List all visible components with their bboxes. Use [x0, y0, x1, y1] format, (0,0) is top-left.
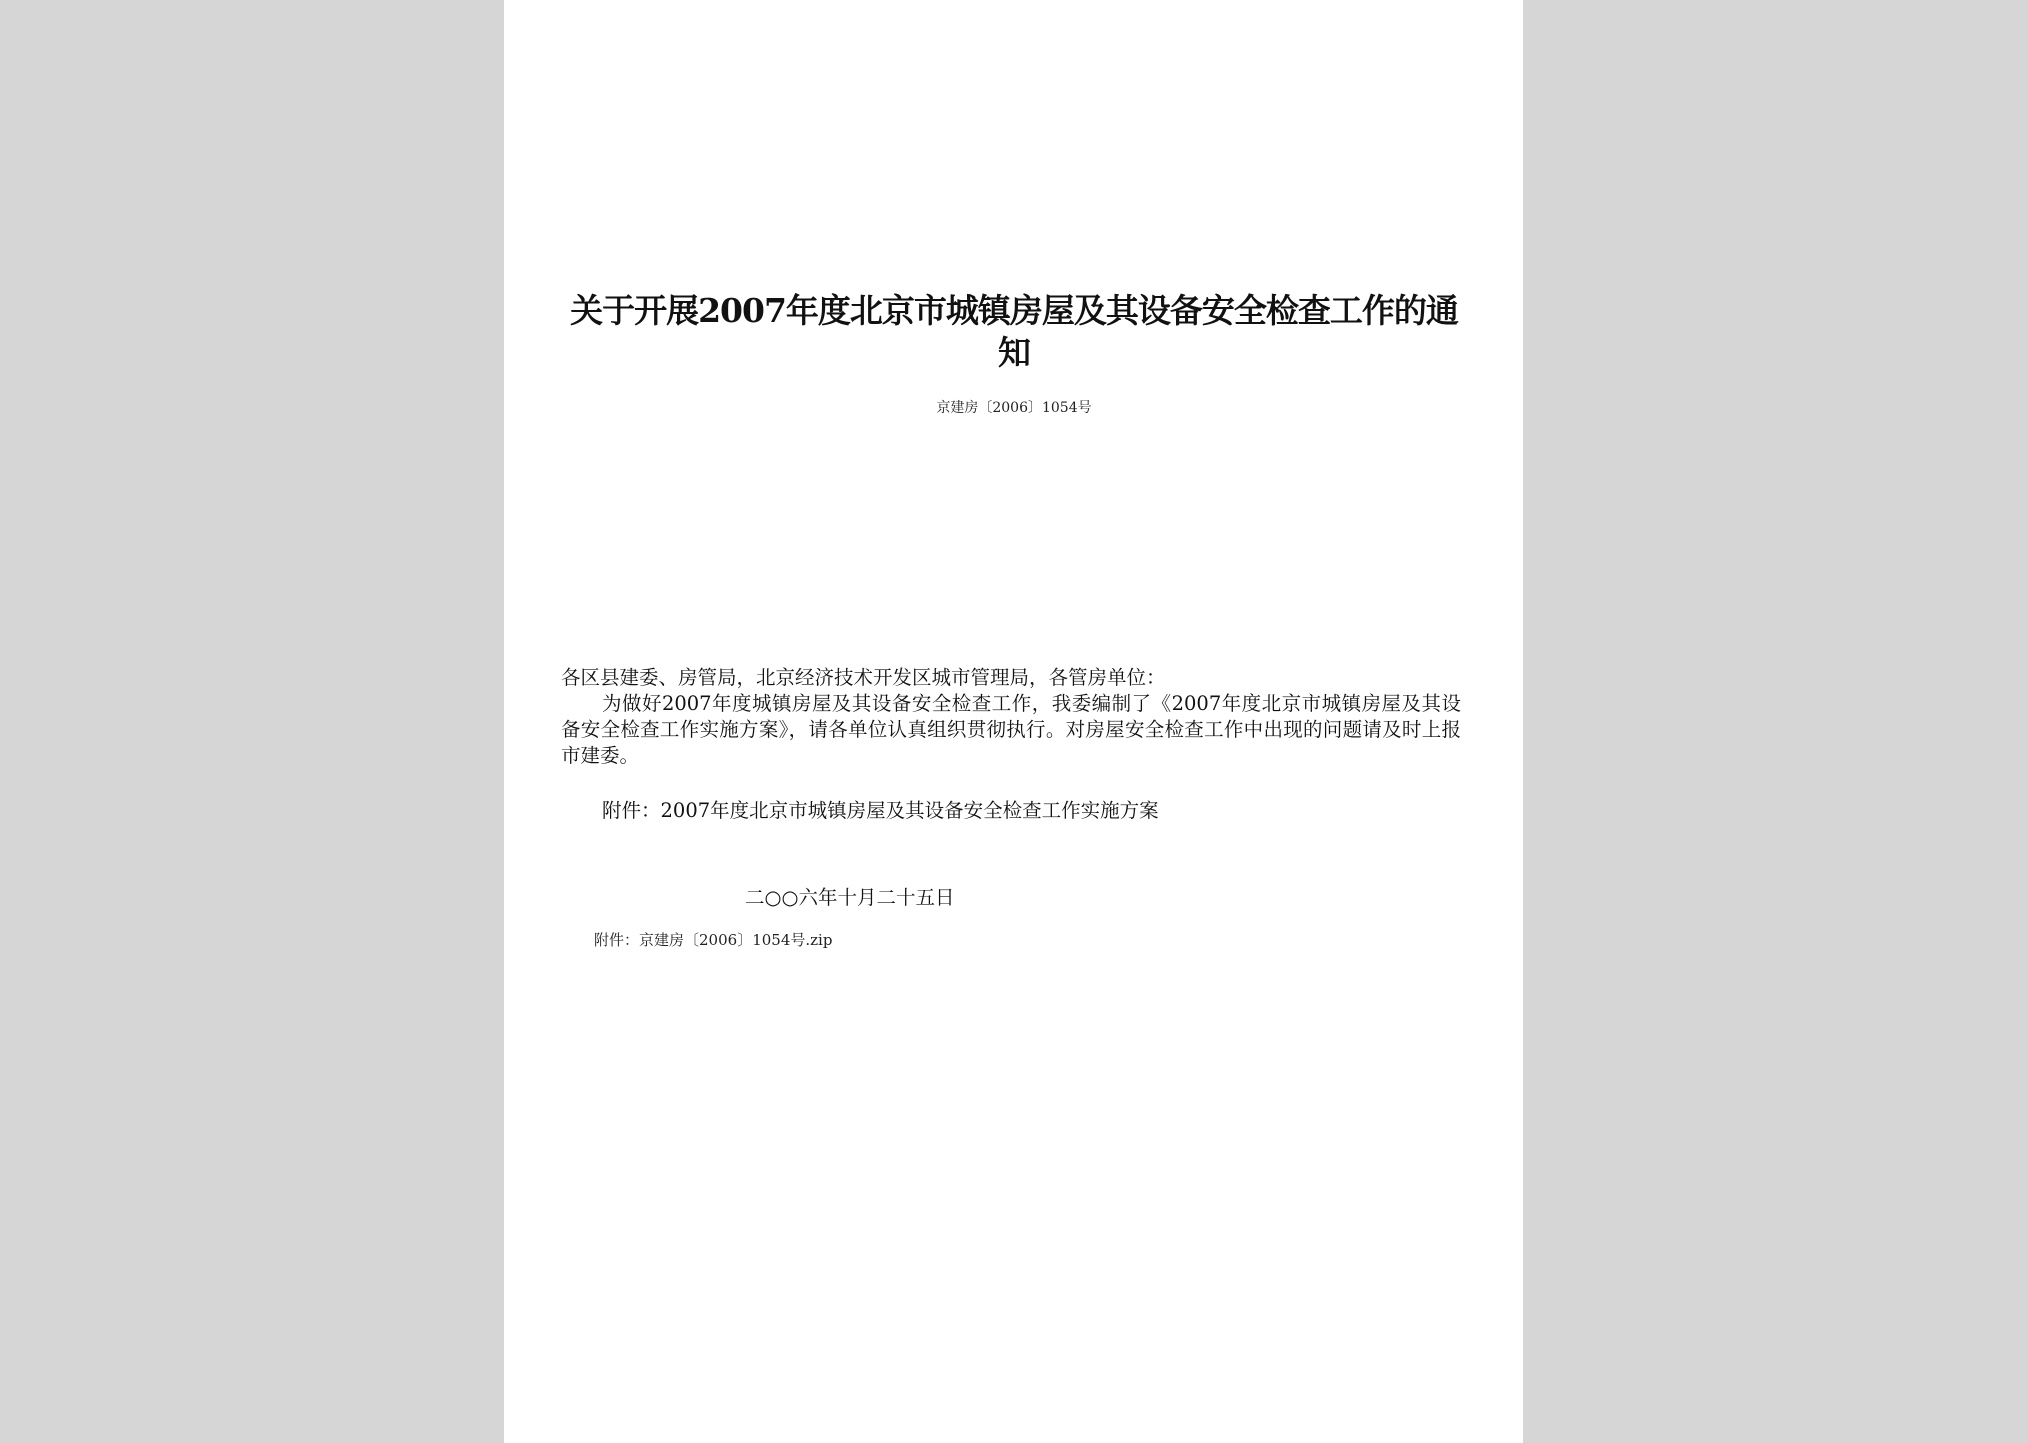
issue-date: 二○○六年十月二十五日 — [745, 886, 955, 909]
document-title: 关于开展2007年度北京市城镇房屋及其设备安全检查工作的通知 — [570, 291, 1458, 372]
attachment-file-label: 附件： — [594, 931, 640, 949]
document-body — [561, 665, 1461, 769]
salutation: 各区县建委、房管局，北京经济技术开发区城市管理局，各管房单位： — [561, 666, 1166, 689]
attachment-note: 附件：2007年度北京市城镇房屋及其设备安全检查工作实施方案 — [602, 799, 1159, 822]
body-paragraph: 为做好2007年度城镇房屋及其设备安全检查工作，我委编制了《2007年度北京市城镇房屋及其设备安全检查工作实施方案》，请各单位认真组织贯彻执行。对房屋安全检查工作中出现的问题请及时上报市建委。 — [561, 692, 1461, 767]
document-number: 京建房〔2006〕1054号 — [936, 400, 1092, 416]
document-page — [504, 0, 1523, 1443]
attachment-file-name[interactable]: 京建房〔2006〕1054号.zip — [639, 931, 833, 949]
attachment-file-link[interactable] — [594, 930, 832, 950]
